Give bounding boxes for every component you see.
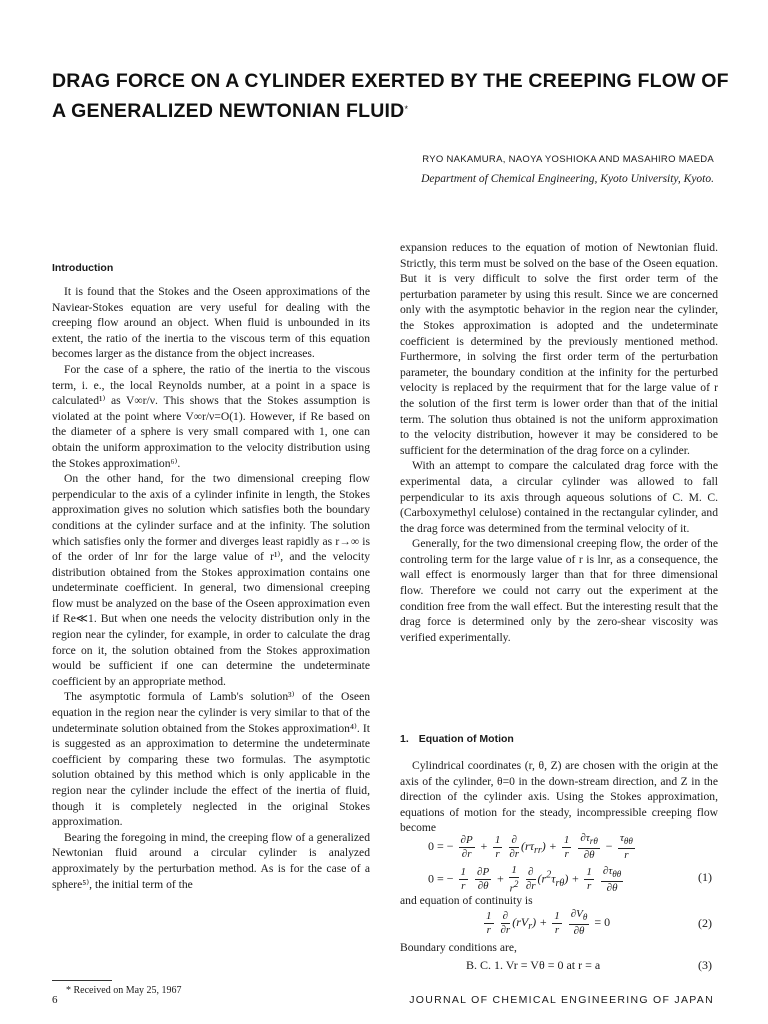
paragraph: Bearing the foregoing in mind, the creeping flow of a generalized Newtonian fluid around a circular cylinder is analyzed approximately by the perturbation method. As is for the case of a sphere⁵⁾, the initial term of the	[52, 830, 370, 891]
boundary-text: Boundary conditions are,	[400, 941, 517, 954]
continuity-text: and equation of continuity is	[400, 894, 533, 907]
paragraph: For the case of a sphere, the ratio of the inertia to the viscous term, i. e., the local Reynolds number, at a point in a space is calculated¹⁾ as V∞r/ν. This shows that the Stokes assumption is violated at the point where V∞r/ν=O(1). However, if Re based on the diameter of a sphere is very small compared with 1, one can obtain the uniform approximation to the velocity distribution using the Stokes approximation⁶⁾.	[52, 362, 370, 470]
equation-number-2: (2)	[698, 916, 712, 930]
section-title: Equation of Motion	[418, 733, 514, 745]
journal-footer: JOURNAL OF CHEMICAL ENGINEERING OF JAPAN	[409, 994, 714, 1006]
paragraph: expansion reduces to the equation of motion of Newtonian fluid. Strictly, this term must be solved on the base of the Oseen equation. But it is very difficult to solve the first order term of the perturbation parameter by using this result. Since we are concerned only with the asymptotic behavior in the region near the cylinder, the Stokes approximation is adopted and the undeterminate coefficient is determined by the previously mentioned method. Furthermore, in solving the first order term of the perturbation parameter, the boundary condition at the infinity for the perturbed velocity is replaced by the requirment that for the large value of r the solution of the first term is lower order than that of the initial term. The solution thus obtained is not the uniform approximation to the velocity distribution, however it may be considered to be sufficient for the determination of the drag force on a cylinder.	[400, 241, 718, 457]
paragraph: The asymptotic formula of Lamb's solution³⁾ of the Oseen equation in the region near the cylinder is very similar to that of the undeterminate solution obtained from the Stokes approximation⁴⁾. It is suggested as an approximation to determine the undeterminate coefficient by comparing these two formulas. The asymptotic solution obtained by this method which is only applicable in the region near the cylinder include the effect of the inertia of fluid, though it is completely neglected in the original Stokes approximation.	[52, 690, 370, 829]
equation-1b: 0 = − $\frac{1}{r}$ $\frac{\partial P}{\partial\theta}$ + $\frac{1}{r^2}$ $\frac{\partial}{\partial r}$ $(r^2\tau_{r\theta})$ + $\frac{1}{r}$ $\frac{\partial\tau_{\theta\theta}}{\partial\theta}$	[428, 864, 622, 895]
paragraph: On the other hand, for the two dimensional creeping flow perpendicular to the axis of a cylinder infinite in length, the Stokes approximation gives no solution which satisfies both the boundary conditions at the cylinder surface and at the infinity. The solution which satisfies only the former and diverges least rapidly as r→∞ is of the order of lnr for the large value of r¹⁾, and the velocity distribution obtained from the Stokes approximation contains one undeterminate coefficient. In general, two dimensional creeping flow must be analyzed on the base of the Oseen approximation even if Re≪1. But when one needs the velocity distribution only in the region near the cylinder, for example, in order to calculate the drag force on it, the solution obtained from the Stokes approximation would be sufficient if one can determine the undeterminate coefficient by an appropriate method.	[52, 472, 370, 688]
equation-1a: 0 = − $\frac{\partial P}{\partial r}$ + $\frac{1}{r}$ $\frac{\partial}{\partial r}$ $(r\tau_{rr})$ + $\frac{1}{r}$ $\frac{\partial\tau_{r\theta}}{\partial\theta}$ − $\frac{\tau_{\theta\theta}}{r}$	[428, 832, 633, 862]
section-heading	[400, 733, 514, 745]
boundary-condition-1: B. C. 1. Vr = Vθ = 0 at r = a	[466, 958, 601, 972]
right-column	[400, 240, 718, 645]
equation-number-3: (3)	[698, 958, 712, 972]
equation-number-1: (1)	[698, 870, 712, 884]
paper-title: DRAG FORCE ON A CYLINDER EXERTED BY THE CREEPING FLOW OF A GENERALIZED NEWTONIAN FLUID*	[52, 70, 729, 122]
footnote-rule	[52, 980, 112, 981]
left-column	[52, 284, 370, 892]
paragraph: With an attempt to compare the calculated drag force with the experimental data, a circular cylinder was allowed to fall perpendicular to its axis through aqueous solutions of C. M. C. (Carboxymethyl celulose) contained in the rectangular cylinder, and the drag force was determined from the terminal velocity of it.	[400, 459, 718, 535]
introduction-heading: Introduction	[52, 262, 114, 274]
page-number: 6	[52, 994, 58, 1006]
paragraph: Generally, for the two dimensional creeping flow, the order of the controling term for the large value of r is lnr, as a consequence, the wall effect is enormously larger than that for three dimensional flow. Therefore we could not carry out the experiment at the condition free from the wall effect. But the interesting result that the drag force is determined only by the zero-shear viscosity was verified experimentally.	[400, 537, 718, 644]
equation-2: $\frac{1}{r}$ $\frac{\partial}{\partial r}$ $(rV_r)$ + $\frac{1}{r}$ $\frac{\partial V_\theta}{\partial\theta}$ = 0	[486, 908, 611, 938]
section-paragraph: Cylindrical coordinates (r, θ, Z) are chosen with the origin at the axis of the cylinder, θ=0 in the down-stream direction, and Z in the direction of the cylinder axis. Using the Stokes approximation, equations of motion for the steady, incompressible creeping flow become	[400, 759, 718, 835]
authors: RYO NAKAMURA, NAOYA YOSHIOKA AND MASAHIRO MAEDA	[422, 154, 714, 165]
affiliation: Department of Chemical Engineering, Kyoto University, Kyoto.	[421, 173, 714, 185]
section-number: 1.	[400, 733, 409, 745]
title-footnote-mark: *	[404, 104, 409, 114]
footnote: * Received on May 25, 1967	[66, 985, 182, 996]
paragraph: It is found that the Stokes and the Oseen approximations of the Naviear-Stokes equation are very useful for dealing with the creeping flow around an object. When fluid is unbounded in its extent, the ratio of the inertia to the viscous term of this equation becomes larger as the distance from the object increases.	[52, 285, 370, 361]
